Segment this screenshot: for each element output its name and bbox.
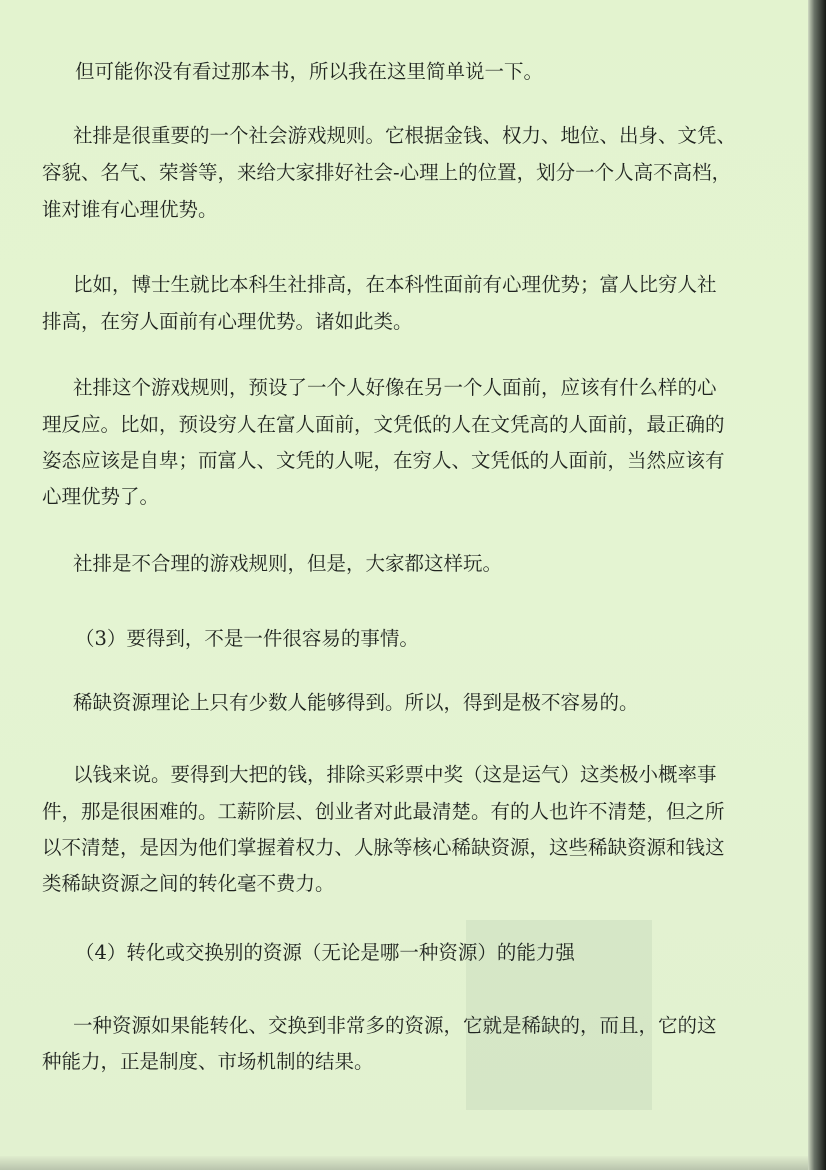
text-line: 以钱来说。要得到大把的钱，排除买彩票中奖（这是运气）这类极小概率事 (73, 763, 717, 786)
text-line: 社排是很重要的一个社会游戏规则。它根据金钱、权力、地位、出身、文凭、 (73, 124, 737, 147)
text-line: 社排这个游戏规则，预设了一个人好像在另一个人面前，应该有什么样的心 (73, 376, 717, 399)
text-line: （3）要得到，不是一件很容易的事情。 (75, 627, 419, 650)
text-line: 以不清楚，是因为他们掌握着权力、人脉等核心稀缺资源，这些稀缺资源和钱这 (42, 836, 725, 859)
text-line: 件，那是很困难的。工薪阶层、创业者对此最清楚。有的人也许不清楚，但之所 (42, 800, 725, 823)
text-line: 种能力，正是制度、市场机制的结果。 (42, 1050, 374, 1073)
text-line: 心理优势了。 (42, 485, 160, 508)
text-line: 一种资源如果能转化、交换到非常多的资源，它就是稀缺的，而且，它的这 (73, 1014, 717, 1037)
text-line: 比如，博士生就比本科生社排高，在本科性面前有心理优势；富人比穷人社 (73, 273, 717, 296)
text-line: 容貌、名气、荣誉等，来给大家排好社会-心理上的位置，划分一个人高不高档， (42, 161, 732, 184)
text-line: 但可能你没有看过那本书，所以我在这里简单说一下。 (75, 60, 544, 83)
page-edge (808, 0, 826, 1170)
text-line: 姿态应该是自卑；而富人、文凭的人呢，在穷人、文凭低的人面前，当然应该有 (42, 449, 725, 472)
text-line: 稀缺资源理论上只有少数人能够得到。所以，得到是极不容易的。 (73, 691, 639, 714)
text-line: 谁对谁有心理优势。 (42, 198, 218, 221)
text-line: （4）转化或交换别的资源（无论是哪一种资源）的能力强 (75, 941, 575, 964)
text-line: 排高，在穷人面前有心理优势。诸如此类。 (42, 310, 413, 333)
text-line: 社排是不合理的游戏规则，但是，大家都这样玩。 (73, 552, 503, 575)
text-line: 类稀缺资源之间的转化毫不费力。 (42, 872, 335, 895)
text-line: 理反应。比如，预设穷人在富人面前，文凭低的人在文凭高的人面前，最正确的 (42, 413, 725, 436)
